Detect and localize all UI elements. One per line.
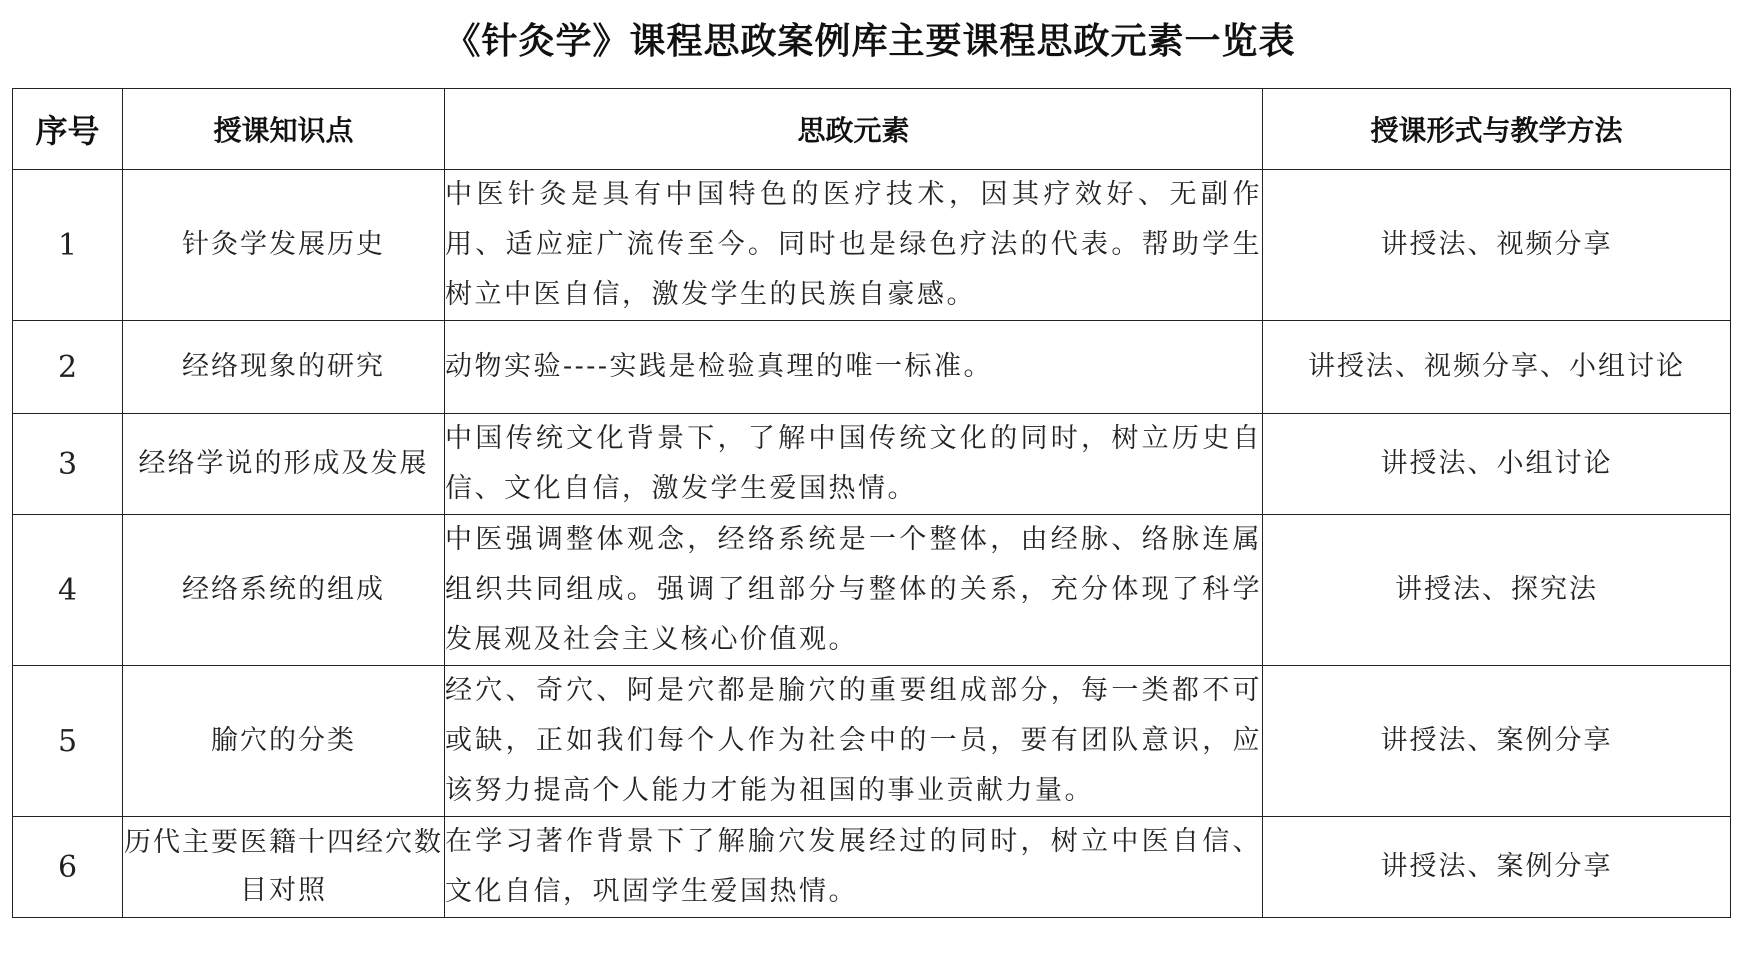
row-topic: 经络系统的组成 bbox=[123, 515, 445, 666]
row-element: 在学习著作背景下了解腧穴发展经过的同时，树立中医自信、文化自信，巩固学生爱国热情。 bbox=[445, 817, 1263, 918]
header-seq: 序号 bbox=[13, 89, 123, 170]
row-method: 讲授法、探究法 bbox=[1263, 515, 1731, 666]
header-method: 授课形式与教学方法 bbox=[1263, 89, 1731, 170]
row-topic: 历代主要医籍十四经穴数目对照 bbox=[123, 817, 445, 918]
header-topic: 授课知识点 bbox=[123, 89, 445, 170]
row-method: 讲授法、视频分享、小组讨论 bbox=[1263, 321, 1731, 414]
row-seq: 5 bbox=[13, 666, 123, 817]
row-method: 讲授法、视频分享 bbox=[1263, 170, 1731, 321]
row-method: 讲授法、案例分享 bbox=[1263, 817, 1731, 918]
row-element: 中医针灸是具有中国特色的医疗技术，因其疗效好、无副作用、适应症广流传至今。同时也是绿色疗法的代表。帮助学生树立中医自信，激发学生的民族自豪感。 bbox=[445, 170, 1263, 321]
page-title: 《针灸学》课程思政案例库主要课程思政元素一览表 bbox=[444, 21, 1296, 62]
header-element: 思政元素 bbox=[445, 89, 1263, 170]
table-row bbox=[13, 817, 1731, 918]
row-seq: 4 bbox=[13, 515, 123, 666]
table-row bbox=[13, 170, 1731, 321]
table-row bbox=[13, 666, 1731, 817]
table-row bbox=[13, 414, 1731, 515]
row-seq: 6 bbox=[13, 817, 123, 918]
table-row bbox=[13, 515, 1731, 666]
row-element: 动物实验----实践是检验真理的唯一标准。 bbox=[445, 321, 1263, 414]
row-seq: 3 bbox=[13, 414, 123, 515]
row-element: 中国传统文化背景下，了解中国传统文化的同时，树立历史自信、文化自信，激发学生爱国热情。 bbox=[445, 414, 1263, 515]
row-element: 中医强调整体观念，经络系统是一个整体，由经脉、络脉连属组织共同组成。强调了组部分与整体的关系，充分体现了科学发展观及社会主义核心价值观。 bbox=[445, 515, 1263, 666]
row-seq: 2 bbox=[13, 321, 123, 414]
row-topic: 经络学说的形成及发展 bbox=[123, 414, 445, 515]
table-row bbox=[13, 321, 1731, 414]
row-method: 讲授法、案例分享 bbox=[1263, 666, 1731, 817]
row-topic: 经络现象的研究 bbox=[123, 321, 445, 414]
row-topic: 腧穴的分类 bbox=[123, 666, 445, 817]
row-method: 讲授法、小组讨论 bbox=[1263, 414, 1731, 515]
row-element: 经穴、奇穴、阿是穴都是腧穴的重要组成部分，每一类都不可或缺，正如我们每个人作为社会中的一员，要有团队意识，应该努力提高个人能力才能为祖国的事业贡献力量。 bbox=[445, 666, 1263, 817]
table-header-row bbox=[13, 89, 1731, 170]
row-seq: 1 bbox=[13, 170, 123, 321]
curriculum-table bbox=[12, 88, 1731, 918]
row-topic: 针灸学发展历史 bbox=[123, 170, 445, 321]
